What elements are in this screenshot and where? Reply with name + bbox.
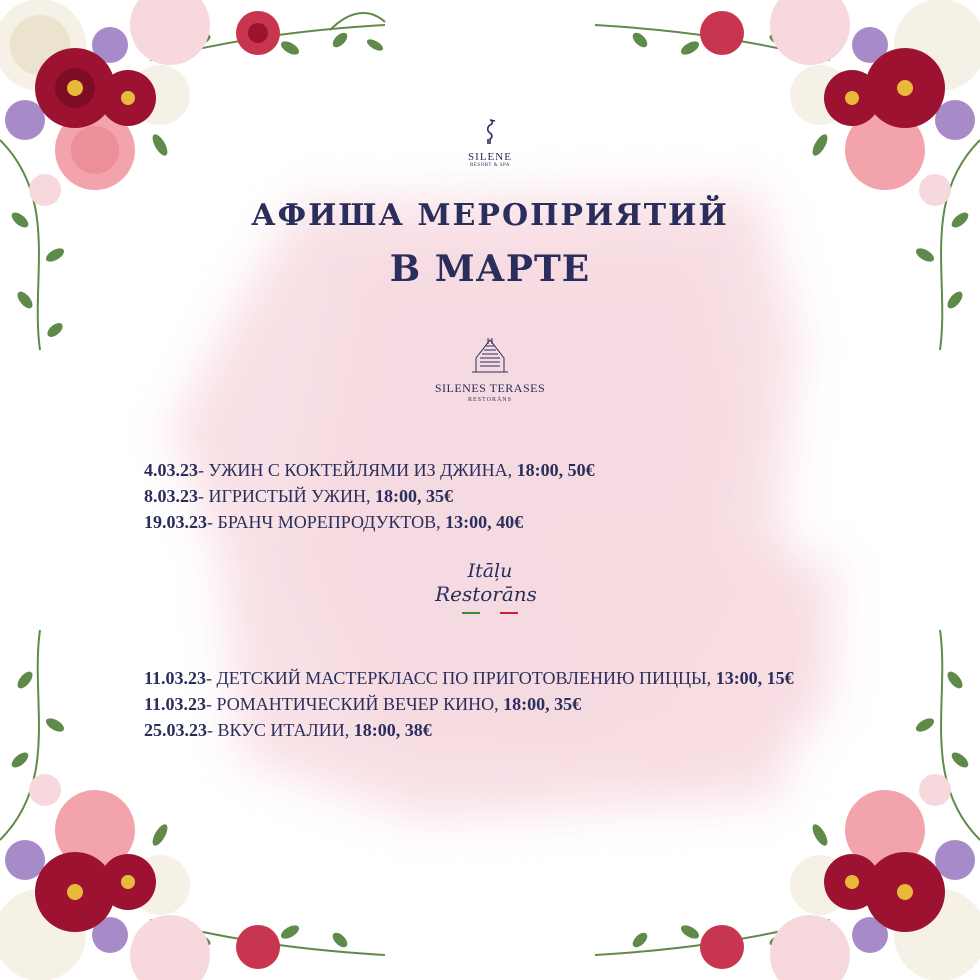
- event-details: 13:00, 15€: [715, 668, 794, 688]
- silenes-terases-logo: [420, 334, 560, 403]
- event-list-italu: [144, 665, 794, 743]
- event-list-terases: [144, 457, 595, 535]
- poster-title-line2: В МАРТЕ: [389, 248, 591, 290]
- flag-green-stripe: [462, 612, 480, 614]
- silene-logo: [440, 118, 540, 168]
- event-date: 4.03.23: [144, 460, 198, 480]
- event-row: [144, 457, 595, 483]
- event-date: 19.03.23: [144, 512, 207, 532]
- event-details: 13:00, 40€: [445, 512, 524, 532]
- event-name: БРАНЧ МОРЕПРОДУКТОВ,: [217, 512, 446, 532]
- event-name: ДЕТСКИЙ МАСТЕРКЛАСС ПО ПРИГОТОВЛЕНИЮ ПИЦЦЫ,: [216, 668, 716, 688]
- event-separator: -: [206, 694, 217, 714]
- event-row: [144, 691, 794, 717]
- event-details: 18:00, 35€: [374, 486, 453, 506]
- event-separator: -: [207, 512, 218, 532]
- event-date: 8.03.23: [144, 486, 198, 506]
- flag-red-stripe: [500, 612, 518, 614]
- event-date: 11.03.23: [144, 668, 207, 688]
- heron-icon: [480, 118, 500, 144]
- silene-logo-name: SILENE: [468, 151, 512, 163]
- event-separator: -: [206, 668, 217, 688]
- silene-logo-sub: RESORT & SPA: [470, 163, 510, 168]
- event-separator: -: [198, 460, 209, 480]
- floral-corner-bottom-left: [0, 600, 420, 980]
- event-separator: -: [198, 486, 209, 506]
- event-name: РОМАНТИЧЕСКИЙ ВЕЧЕР КИНО,: [216, 694, 504, 714]
- italu-restorans-logo: [420, 560, 560, 614]
- silenes-terases-sub: RESTORĀNS: [468, 397, 512, 403]
- event-name: ВКУС ИТАЛИИ,: [217, 720, 354, 740]
- floral-corner-top-left: [0, 0, 420, 380]
- event-row: [144, 665, 794, 691]
- italu-logo-line2: Restorāns: [435, 582, 537, 606]
- event-separator: -: [207, 720, 218, 740]
- building-icon: [470, 334, 510, 374]
- event-details: 18:00, 35€: [503, 694, 582, 714]
- floral-corner-top-right: [560, 0, 980, 380]
- poster-title-line1: АФИША МЕРОПРИЯТИЙ: [251, 198, 729, 233]
- italu-logo-line1: Itāļu: [467, 560, 513, 582]
- event-row: [144, 717, 794, 743]
- event-row: [144, 509, 595, 535]
- event-details: 18:00, 38€: [353, 720, 432, 740]
- floral-corner-bottom-right: [560, 600, 980, 980]
- event-row: [144, 483, 595, 509]
- event-details: 18:00, 50€: [516, 460, 595, 480]
- event-name: УЖИН С КОКТЕЙЛЯМИ ИЗ ДЖИНА,: [208, 460, 517, 480]
- event-date: 25.03.23: [144, 720, 207, 740]
- silenes-terases-name: SILENES TERASES: [434, 381, 546, 395]
- italian-flag-stripes: [420, 612, 560, 614]
- event-date: 11.03.23: [144, 694, 207, 714]
- event-name: ИГРИСТЫЙ УЖИН,: [208, 486, 375, 506]
